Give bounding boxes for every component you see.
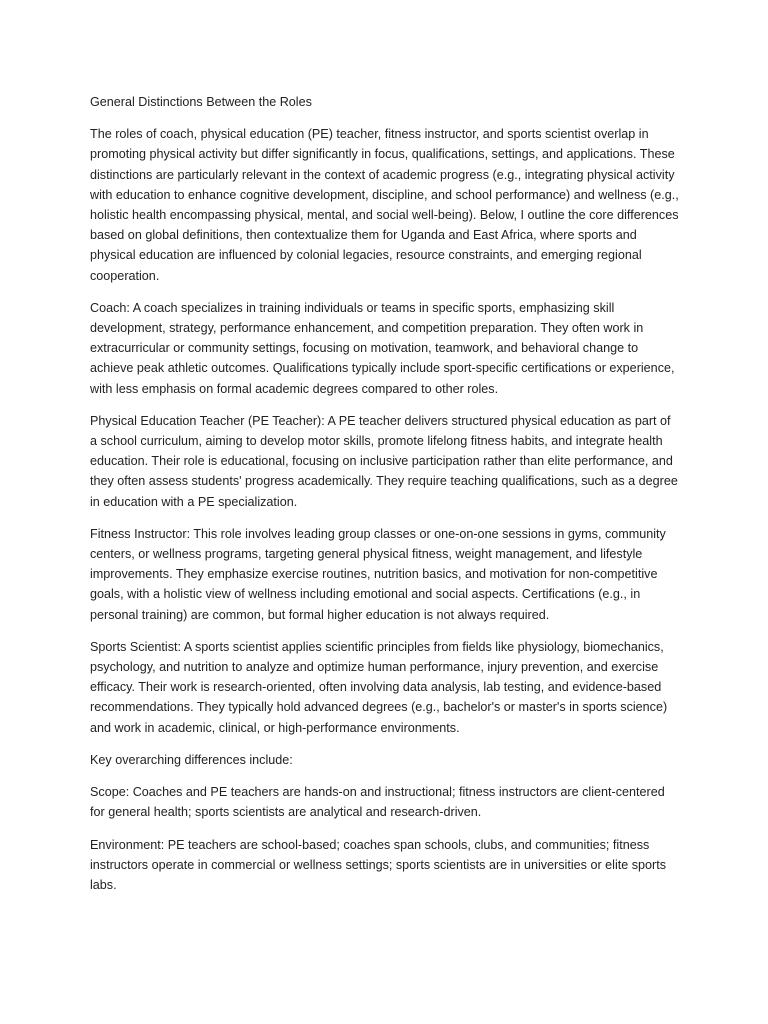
paragraph-coach: Coach: A coach specializes in training individuals or teams in specific sports, emphasizing skill development, strategy, performance enhancement, and competition preparation. They often work in extracurricular or community settings, focusing on motivation, teamwork, and behavioral change to achieve peak athletic outcomes. Qualifications typically include sport-specific certifications or experience, with less emphasis on formal academic degrees compared to other roles. xyxy=(90,300,675,396)
document-heading: General Distinctions Between the Roles xyxy=(90,95,312,109)
paragraph-environment: Environment: PE teachers are school-based; coaches span schools, clubs, and communities; fitness instructors operate in commercial or wellness settings; sports scientists are in universities or elite sports labs. xyxy=(90,837,667,892)
paragraph-key-differences: Key overarching differences include: xyxy=(90,752,293,767)
paragraph-pe-teacher: Physical Education Teacher (PE Teacher): A PE teacher delivers structured physical education as part of a school curriculum, aiming to develop motor skills, promote lifelong fitness habits, and integrate health education. Their role is educational, focusing on inclusive participation rather than elite performance, and they often assess students' progress academically. They require teaching qualifications, such as a degree in education with a PE specialization. xyxy=(90,413,678,509)
paragraph-fitness-instructor: Fitness Instructor: This role involves leading group classes or one-on-one sessions in gyms, community centers, or wellness programs, targeting general physical fitness, weight management, and lifestyle improvements. They emphasize exercise routines, nutrition basics, and motivation for non-competitive goals, with a holistic view of wellness including emotional and social aspects. Certifications (e.g., in personal training) are common, but formal higher education is not always required. xyxy=(90,526,666,622)
paragraph-intro: The roles of coach, physical education (PE) teacher, fitness instructor, and sports scientist overlap in promoting physical activity but differ significantly in focus, qualifications, settings, and applications. These distinctions are particularly relevant in the context of academic progress (e.g., integrating physical activity with education to enhance cognitive development, discipline, and school performance) and wellness (e.g., holistic health encompassing physical, mental, and social well-being). Below, I outline the core differences based on global definitions, then contextualize them for Uganda and East Africa, where sports and physical education are influenced by colonial legacies, resource constraints, and emerging regional cooperation. xyxy=(90,127,679,283)
paragraph-sports-scientist: Sports Scientist: A sports scientist applies scientific principles from fields like physiology, biomechanics, psychology, and nutrition to analyze and optimize human performance, injury prevention, and exercise efficacy. Their work is research-oriented, often involving data analysis, lab testing, and evidence-based recommendations. They typically hold advanced degrees (e.g., bachelor's or master's in sports science) and work in academic, clinical, or high-performance environments. xyxy=(90,639,668,735)
document-body xyxy=(90,92,680,907)
paragraph-scope: Scope: Coaches and PE teachers are hands-on and instructional; fitness instructors are client-centered for general health; sports scientists are analytical and research-driven. xyxy=(90,785,665,820)
